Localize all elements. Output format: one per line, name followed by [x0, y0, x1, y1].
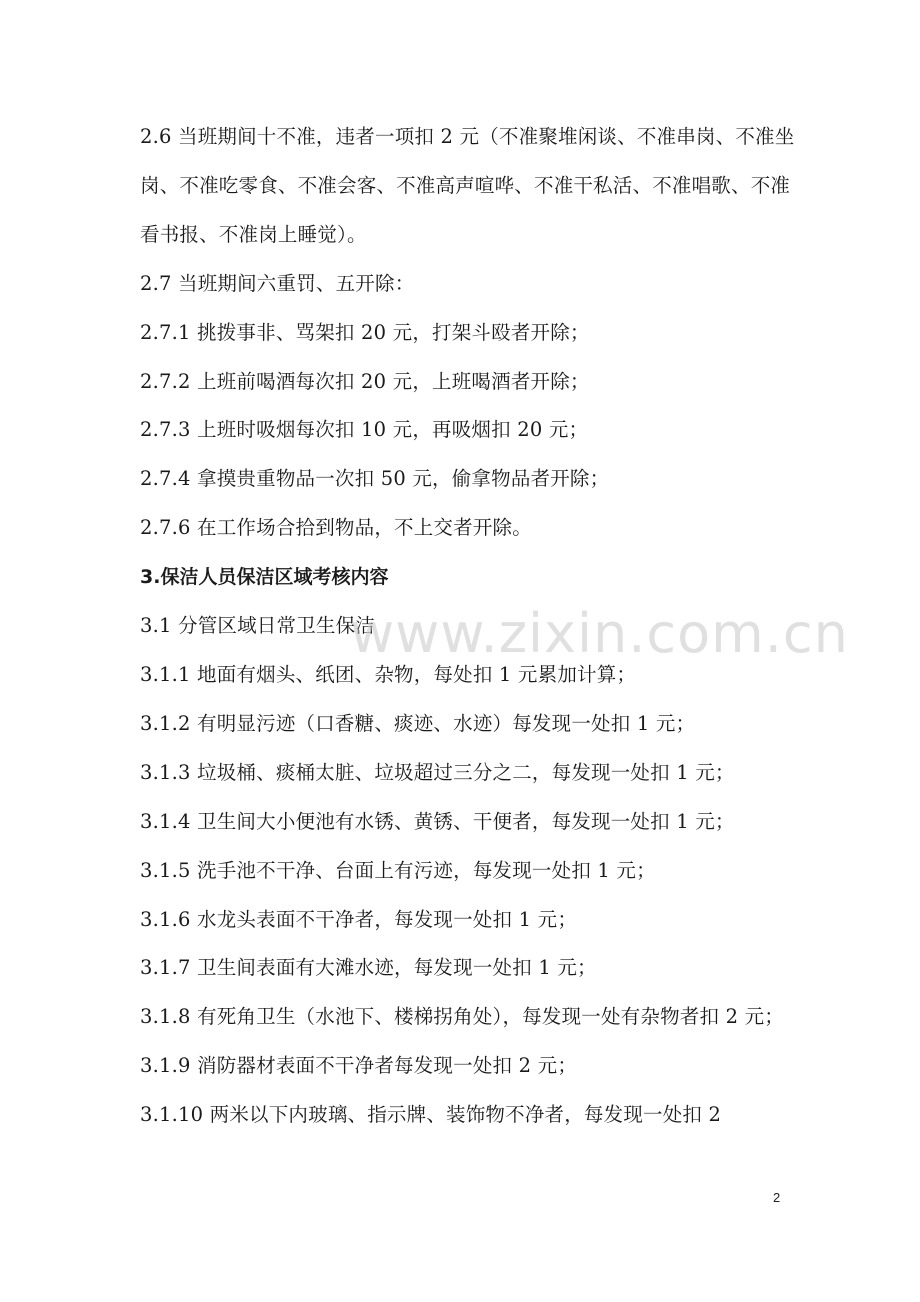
paragraph-3-1-3: 3.1.3 垃圾桶、痰桶太脏、垃圾超过三分之二，每发现一处扣 1 元； — [140, 760, 735, 784]
paragraph-3-1-8: 3.1.8 有死角卫生（水池下、楼梯拐角处），每发现一处有杂物者扣 2 元； — [140, 1005, 784, 1029]
paragraph-2-7-4: 2.7.4 拿摸贵重物品一次扣 50 元，偷拿物品者开除； — [140, 467, 610, 491]
paragraph-2-7-1: 2.7.1 挑拨事非、骂架扣 20 元，打架斗殴者开除； — [140, 320, 590, 344]
watermark-text: www.zixin.com.cn — [350, 602, 849, 665]
paragraph-3-1-4: 3.1.4 卫生间大小便池有水锈、黄锈、干便者，每发现一处扣 1 元； — [140, 809, 735, 833]
paragraph-2-7: 2.7 当班期间六重罚、五开除： — [140, 271, 415, 295]
paragraph-3-1-10: 3.1.10 两米以下内玻璃、指示牌、装饰物不净者，每发现一处扣 2 — [140, 1103, 722, 1127]
document-body — [140, 113, 805, 1140]
paragraph-3-1-6: 3.1.6 水龙头表面不干净者，每发现一处扣 1 元； — [140, 907, 578, 931]
paragraph-2-7-6: 2.7.6 在工作场合拾到物品，不上交者开除。 — [140, 516, 532, 540]
paragraph-3-1-1: 3.1.1 地面有烟头、纸团、杂物，每处扣 1 元累加计算； — [140, 662, 637, 686]
paragraph-2-7-3: 2.7.3 上班时吸烟每次扣 10 元，再吸烟扣 20 元； — [140, 418, 589, 442]
paragraph-3-1: 3.1 分管区域日常卫生保洁 — [140, 614, 376, 638]
paragraph-2-7-2: 2.7.2 上班前喝酒每次扣 20 元，上班喝酒者开除； — [140, 369, 590, 393]
paragraph-3-1-7: 3.1.7 卫生间表面有大滩水迹，每发现一处扣 1 元； — [140, 956, 597, 980]
page-number: 2 — [773, 1190, 781, 1205]
paragraph-2-6: 2.6 当班期间十不准，违者一项扣 2 元（不准聚堆闲谈、不准串岗、不准坐岗、不准吃零食、不准会客、不准高声喧哗、不准干私活、不准唱歌、不准看书报、不准岗上睡觉）。 — [140, 125, 795, 246]
section-heading-3: 3.保洁人员保洁区域考核内容 — [140, 566, 389, 589]
paragraph-3-1-5: 3.1.5 洗手池不干净、台面上有污迹，每发现一处扣 1 元； — [140, 858, 656, 882]
paragraph-3-1-9: 3.1.9 消防器材表面不干净者每发现一处扣 2 元； — [140, 1054, 578, 1078]
paragraph-3-1-2: 3.1.2 有明显污迹（口香糖、痰迹、水迹）每发现一处扣 1 元； — [140, 711, 696, 735]
